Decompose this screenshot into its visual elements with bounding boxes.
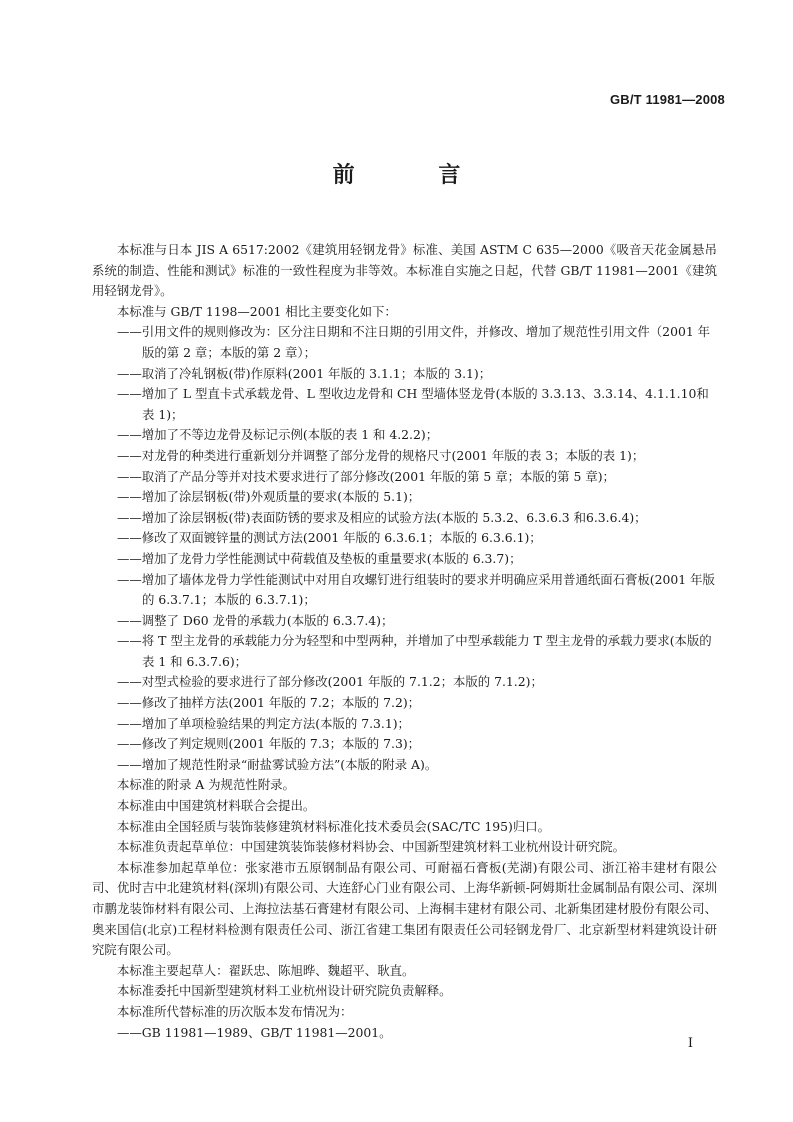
change-item: ——增加了 L 型直卡式承载龙骨、L 型收边龙骨和 CH 型墙体竖龙骨(本版的 3.3.13、3.3.14、4.1.1.10和表 1)； <box>117 386 709 422</box>
change-item: ——增加了龙骨力学性能测试中荷载值及垫板的重量要求(本版的 6.3.7)； <box>117 550 522 566</box>
change-item: ——增加了不等边龙骨及标记示例(本版的表 1 和 4.2.2)； <box>117 427 439 443</box>
change-item: ——修改了判定规则(2001 年版的 7.3；本版的 7.3)； <box>117 736 421 752</box>
tail-paragraph: 本标准负责起草单位：中国建筑装饰装修材料协会、中国新型建筑材料工业杭州设计研究院。 <box>117 839 626 855</box>
change-item: ——增加了墙体龙骨力学性能测试中对用自攻螺钉进行组装时的要求并明确应采用普通纸面石膏板(2001 年版的 6.3.7.1；本版的 6.3.7.1)； <box>117 571 715 608</box>
change-item: ——增加了涂层钢板(带)外观质量的要求(本版的 5.1)； <box>117 489 421 505</box>
tail-paragraph: 本标准主要起草人：翟跃忠、陈旭晔、魏超平、耿直。 <box>117 962 415 978</box>
change-item: ——增加了涂层钢板(带)表面防锈的要求及相应的试验方法(本版的 5.3.2、6.3.6.3 和6.3.6.4)； <box>117 509 647 525</box>
document-body <box>92 240 717 1043</box>
change-item: ——引用文件的规则修改为：区分注日期和不注日期的引用文件，并修改、增加了规范性引用文件（2001 年版的第 2 章；本版的第 2 章）； <box>117 324 711 360</box>
page-number: I <box>687 1036 693 1051</box>
history-item: ——GB 11981—1989、GB/T 11981—2001。 <box>117 1024 392 1040</box>
changes-list <box>92 322 717 775</box>
change-item: ——增加了单项检验结果的判定方法(本版的 7.3.1)； <box>117 715 410 731</box>
change-item: ——增加了规范性附录“耐盐雾试验方法”(本版的附录 A)。 <box>117 756 438 772</box>
change-item: ——调整了 D60 龙骨的承载力(本版的 6.3.7.4)； <box>117 612 394 628</box>
change-item: ——将 T 型主龙骨的承载能力分为轻型和中型两种，并增加了中型承载能力 T 型主龙骨的承载力要求(本版的表 1 和 6.3.7.6)； <box>117 633 712 669</box>
tail-paragraph: 本标准的附录 A 为规范性附录。 <box>117 777 295 793</box>
change-item: ——修改了双面镀锌量的测试方法(2001 年版的 6.3.6.1；本版的 6.3.6.1)； <box>117 530 542 546</box>
standard-code: GB/T 11981—2008 <box>609 92 725 107</box>
tail-paragraph: 本标准参加起草单位：张家港市五原钢制品有限公司、可耐福石膏板(芜湖)有限公司、浙江裕丰建材有限公司、优时吉中北建筑材料(深圳)有限公司、大连舒心门业有限公司、上海华新顿-阿姆斯壮金属制品有限公司、深圳市鹏龙装饰材料有限公司、上海拉法基石膏建材有限公司、上海桐丰建材有限公司、北新集团建材股份有限公司、奥来国信(北京)工程材料检测有限责任公司、浙江省建工集团有限责任公司轻钢龙骨厂、北京新型材料建筑设计研究院有限公司。 <box>92 859 717 958</box>
intro-paragraph: 本标准与日本 JIS A 6517:2002《建筑用轻钢龙骨》标准、美国 ASTM C 635—2000《吸音天花金属悬吊系统的制造、性能和测试》标准的一致性程度为非等效。本标准自实施之日起，代替 GB/T 11981—2001《建筑用轻钢龙骨》。 <box>92 242 717 299</box>
change-item: ——对龙骨的种类进行重新划分并调整了部分龙骨的规格尺寸(2001 年版的表 3；本版的表 1)； <box>117 447 645 463</box>
tail-paragraph: 本标准委托中国新型建筑材料工业杭州设计研究院负责解释。 <box>117 983 452 999</box>
change-item: ——取消了冷轧钢板(带)作原料(2001 年版的 3.1.1；本版的 3.1)； <box>117 365 492 381</box>
tail-paragraph: 本标准由全国轻质与装饰装修建筑材料标准化技术委员会(SAC/TC 195)归口。 <box>117 818 551 834</box>
intro-paragraph: 本标准与 GB/T 1198—2001 相比主要变化如下： <box>117 303 397 319</box>
change-item: ——修改了抽样方法(2001 年版的 7.2；本版的 7.2)； <box>117 695 421 711</box>
change-item: ——取消了产品分等并对技术要求进行了部分修改(2001 年版的第 5 章；本版的第 5 章)； <box>117 468 615 484</box>
tail-paragraph: 本标准由中国建筑材料联合会提出。 <box>117 798 316 814</box>
change-item: ——对型式检验的要求进行了部分修改(2001 年版的 7.1.2；本版的 7.1.2)； <box>117 674 543 690</box>
page-title: 前 言 <box>332 163 499 188</box>
tail-paragraph: 本标准所代替标准的历次版本发布情况为： <box>117 1003 353 1019</box>
